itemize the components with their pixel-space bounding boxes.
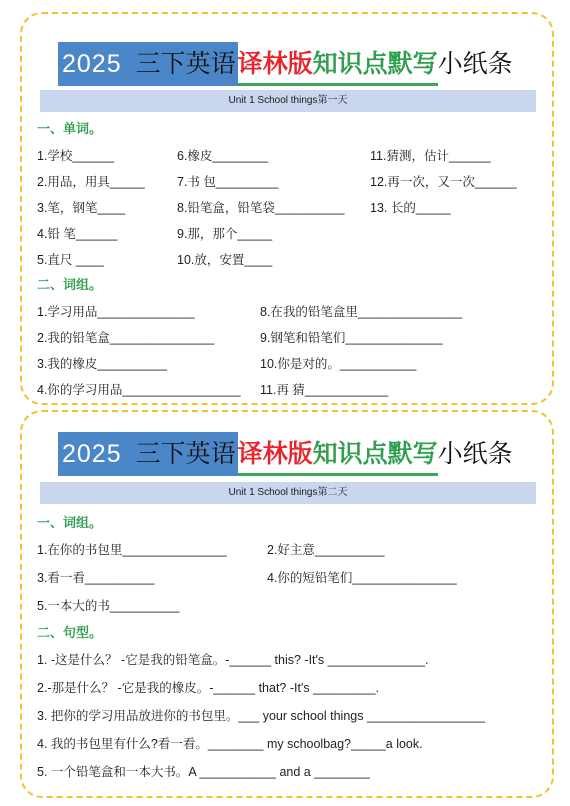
phrase-item: 2.好主意__________	[267, 543, 385, 557]
word-item: 8.铅笔盒，铅笔袋__________	[177, 201, 345, 215]
phrase-item: 3.看一看__________	[37, 571, 155, 585]
phrase-item: 9.钢笔和铅笔们______________	[260, 331, 443, 345]
word-item: 1.学校______	[37, 149, 115, 163]
section-heading-phrases: 二、词组。	[37, 277, 103, 292]
sentence-item: 3. 把你的学习用品放进你的书包里。___ your school things _________________	[37, 709, 486, 723]
sentence-item: 4. 我的书包里有什么?看一看。________ my schoolbag?_____a look.	[37, 737, 423, 751]
title-suffix: 小纸条	[437, 440, 513, 468]
title-version: 译林版	[238, 42, 313, 86]
phrase-item: 1.在你的书包里_______________	[37, 543, 227, 557]
section-heading-words: 一、单词。	[37, 121, 103, 136]
phrase-item: 11.再 猜____________	[260, 383, 389, 397]
card-title	[58, 432, 513, 476]
phrase-item: 1.学习用品______________	[37, 305, 195, 319]
sentence-item: 1. -这是什么？ -它是我的铅笔盒。-______ this? -It's ______________.	[37, 653, 429, 667]
word-item: 6.橡皮________	[177, 149, 269, 163]
day-one-card	[20, 12, 554, 405]
title-grade: 三下英语	[126, 42, 238, 86]
word-item: 12.再一次，又一次______	[370, 175, 517, 189]
section-heading-sentences: 二、句型。	[37, 625, 103, 640]
phrase-item: 10.你是对的。___________	[260, 357, 417, 371]
section-heading-phrases: 一、词组。	[37, 515, 103, 530]
phrase-item: 4.你的短铅笔们_______________	[267, 571, 457, 585]
word-item: 4.铅 笔______	[37, 227, 118, 241]
word-item: 9.那，那个_____	[177, 227, 273, 241]
phrase-item: 4.你的学习用品_________________	[37, 383, 241, 397]
phrase-item: 3.我的橡皮__________	[37, 357, 167, 371]
title-knowledge-points: 知识点默写	[313, 432, 438, 476]
word-item: 13. 长的_____	[370, 201, 451, 215]
phrase-item: 8.在我的铅笔盒里_______________	[260, 305, 463, 319]
sentence-item: 5. 一个铅笔盒和一本大书。A ___________ and a ________	[37, 765, 370, 779]
title-suffix: 小纸条	[437, 50, 513, 78]
title-grade: 三下英语	[126, 432, 238, 476]
phrase-item: 2.我的铅笔盒_______________	[37, 331, 215, 345]
unit-banner: Unit 1 School things第一天	[40, 90, 536, 112]
unit-banner: Unit 1 School things第二天	[40, 482, 536, 504]
sentence-item: 2.-那是什么？ -它是我的橡皮。-______ that? -It's _________.	[37, 681, 380, 695]
title-version: 译林版	[238, 432, 313, 476]
title-year: 2025	[58, 42, 126, 86]
word-item: 2.用品，用具_____	[37, 175, 145, 189]
title-knowledge-points: 知识点默写	[313, 42, 438, 86]
card-title	[58, 42, 513, 86]
day-two-card	[20, 410, 554, 798]
phrase-item: 5.一本大的书__________	[37, 599, 180, 613]
word-item: 5.直尺 ____	[37, 253, 104, 267]
word-item: 11.猜测，估计______	[370, 149, 491, 163]
title-year: 2025	[58, 432, 126, 476]
word-item: 3.笔，钢笔____	[37, 201, 126, 215]
word-item: 10.放，安置____	[177, 253, 273, 267]
word-item: 7.书 包_________	[177, 175, 279, 189]
